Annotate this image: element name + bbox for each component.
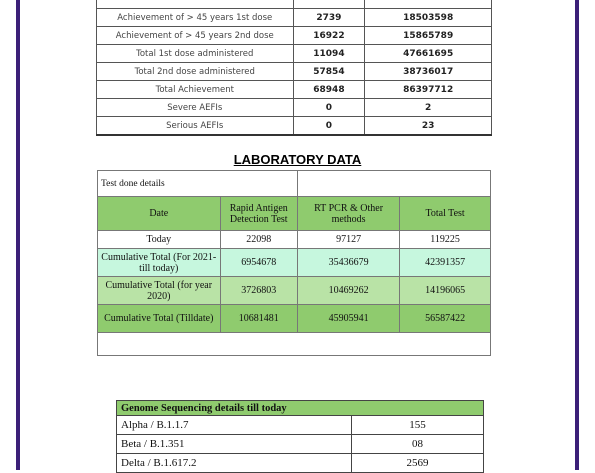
table-header-row [117,401,484,416]
table-row [117,435,484,454]
table-row [97,117,492,136]
row-value-today: 2739 [293,9,365,27]
table-row [97,81,492,99]
row-value-today: 68948 [293,81,365,99]
row-rtpcr: 35436679 [297,249,399,277]
genome-table [116,400,484,473]
table-row [97,63,492,81]
page-border-right [575,0,579,470]
table-row [98,305,491,333]
row-value-cumulative: 47661695 [365,45,492,63]
row-label: Total Achievement [97,81,294,99]
row-value-today: 0 [293,99,365,117]
table-row [98,231,491,249]
header-rapid-antigen: Rapid Antigen Detection Test [220,197,297,231]
row-total: 119225 [400,231,491,249]
row-value-cumulative: 38736017 [365,63,492,81]
variant-name: Delta / B.1.617.2 [117,454,352,473]
row-label: Total 2nd dose administered [97,63,294,81]
row-rtpcr: 45905941 [297,305,399,333]
laboratory-table [97,170,491,356]
row-value-today: 11094 [293,45,365,63]
row-label [97,0,294,9]
row-total: 56587422 [400,305,491,333]
vaccination-table [96,0,492,136]
row-date: Cumulative Total (for year 2020) [98,277,221,305]
caption-blank-cell [297,171,490,197]
row-label: Serious AEFIs [97,117,294,136]
variant-count: 08 [352,435,484,454]
table-row [98,249,491,277]
table-header-row [98,197,491,231]
row-date: Cumulative Total (Tilldate) [98,305,221,333]
header-total-test: Total Test [400,197,491,231]
row-rtpcr: 10469262 [297,277,399,305]
row-rapid: 3726803 [220,277,297,305]
table-row [97,99,492,117]
row-value-cumulative: 2 [365,99,492,117]
row-total: 42391357 [400,249,491,277]
laboratory-title-text: LABORATORY DATA [233,152,362,167]
row-label: Achievement of > 45 years 1st dose [97,9,294,27]
row-label: Severe AEFIs [97,99,294,117]
row-value-today: 16922 [293,27,365,45]
row-date: Today [98,231,221,249]
row-rapid: 6954678 [220,249,297,277]
row-rtpcr: 97127 [297,231,399,249]
table-caption-row [98,171,491,197]
row-value-cumulative: 23 [365,117,492,136]
table-row [97,45,492,63]
header-date: Date [98,197,221,231]
row-value-cumulative: 18503598 [365,9,492,27]
blank-cell [98,333,491,356]
table-blank-row [98,333,491,356]
table-row [97,9,492,27]
variant-name: Beta / B.1.351 [117,435,352,454]
row-value-cumulative: 15865789 [365,27,492,45]
table-row [98,277,491,305]
header-rtpcr: RT PCR & Other methods [297,197,399,231]
row-value-today [293,0,365,9]
table-row [97,27,492,45]
row-rapid: 22098 [220,231,297,249]
page-border-left [16,0,20,470]
table-row [97,0,492,9]
row-value-cumulative: 86397712 [365,81,492,99]
variant-count: 2569 [352,454,484,473]
row-date: Cumulative Total (For 2021- till today) [98,249,221,277]
table-caption: Test done details [98,171,298,197]
row-label: Achievement of > 45 years 2nd dose [97,27,294,45]
table-row [117,416,484,435]
row-value-cumulative [365,0,492,9]
row-label: Total 1st dose administered [97,45,294,63]
variant-count: 155 [352,416,484,435]
row-value-today: 0 [293,117,365,136]
row-total: 14196065 [400,277,491,305]
genome-title: Genome Sequencing details till today [117,401,484,416]
variant-name: Alpha / B.1.1.7 [117,416,352,435]
row-value-today: 57854 [293,63,365,81]
laboratory-title [0,152,595,167]
row-rapid: 10681481 [220,305,297,333]
